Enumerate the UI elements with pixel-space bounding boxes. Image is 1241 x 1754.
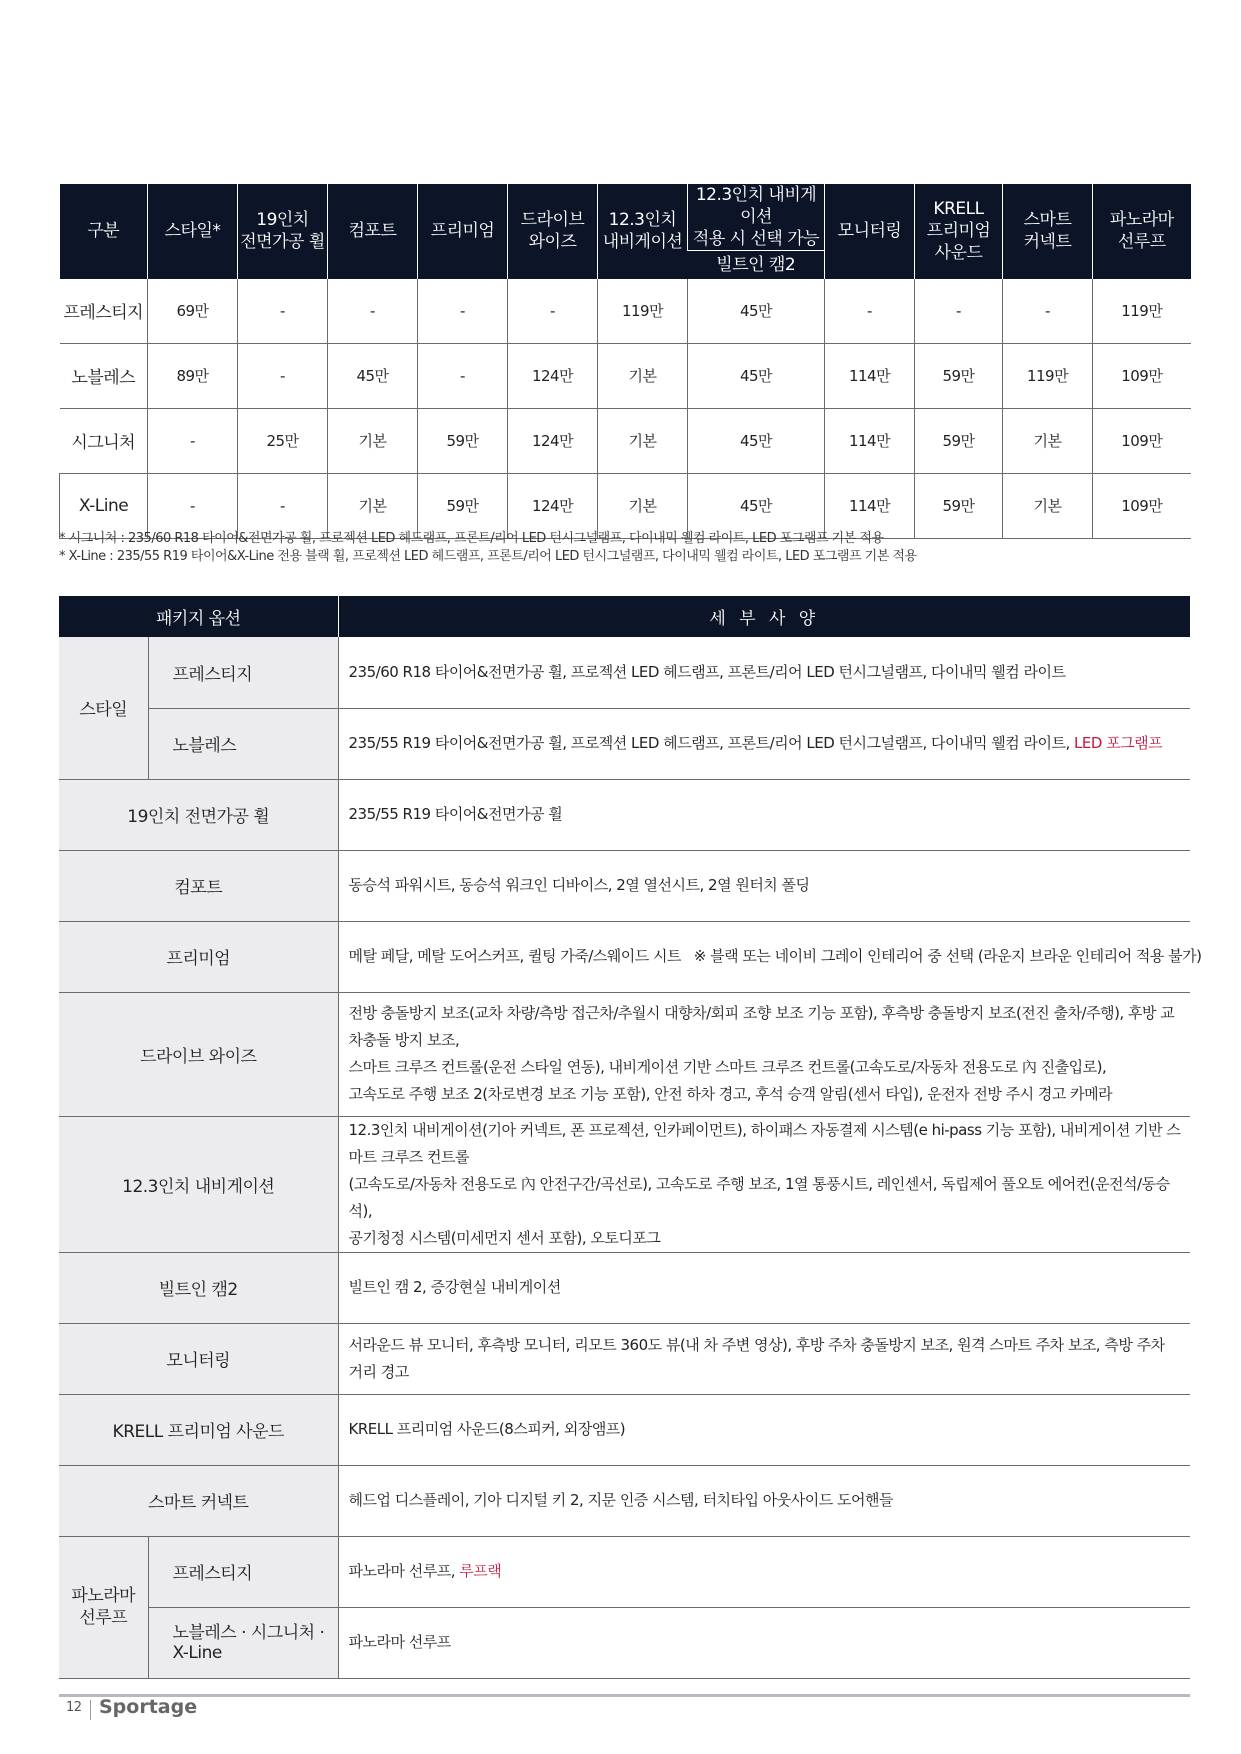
- category-monitoring: 모니터링: [59, 1323, 338, 1394]
- price-cell: 45만: [688, 279, 825, 344]
- trim-name: 노블레스: [60, 343, 148, 408]
- price-cell: 기본: [598, 473, 688, 538]
- detail-line: 공기청정 시스템(미세먼지 센서 포함), 오토디포그: [348, 1228, 661, 1247]
- price-cell: 89만: [148, 343, 238, 408]
- header-package-option: 패키지 옵션: [59, 596, 338, 637]
- detail-text-highlight: LED 포그램프: [1074, 734, 1163, 752]
- detail-text: 서라운드 뷰 모니터, 후측방 모니터, 리모트 360도 뷰(내 차 주변 영상), 후방 주차 충돌방지 보조, 원격 스마트 주차 보조, 측방 주차 거리 경고: [338, 1323, 1190, 1394]
- price-cell: 114만: [825, 343, 915, 408]
- price-cell: -: [238, 279, 328, 344]
- detail-text: [338, 1116, 1190, 1252]
- price-cell: 기본: [1003, 473, 1093, 538]
- spec-row-builtin-cam: [59, 1252, 1190, 1323]
- category-panorama: 파노라마 선루프: [59, 1536, 148, 1678]
- price-cell: 기본: [328, 408, 418, 473]
- category-drive-wise: 드라이브 와이즈: [59, 992, 338, 1116]
- trim-name: X-Line: [60, 473, 148, 538]
- spec-row-panorama-others: [59, 1607, 1190, 1678]
- category-smart-connect: 스마트 커넥트: [59, 1465, 338, 1536]
- footer-rule: [59, 1694, 1190, 1697]
- footnote-xline: * X-Line : 235/55 R19 타이어&X-Line 전용 블랙 휠, 프로젝션 LED 헤드램프, 프론트/리어 LED 턴시그널램프, 다이내믹 웰컴 라이트, LED 포그램프 기본 적용: [59, 549, 917, 564]
- spec-row-drive-wise: [59, 992, 1190, 1116]
- detail-text: KRELL 프리미엄 사운드(8스피커, 외장앰프): [338, 1394, 1190, 1465]
- spec-row-navigation: [59, 1116, 1190, 1252]
- price-cell: -: [418, 343, 508, 408]
- detail-line: 고속도로 주행 보조 2(차로변경 보조 기능 포함), 안전 하차 경고, 후석 승객 알림(센서 타입), 운전자 전방 주시 경고 카메라: [348, 1085, 1113, 1103]
- price-cell: 124만: [508, 408, 598, 473]
- price-cell: -: [418, 279, 508, 344]
- price-cell: -: [238, 473, 328, 538]
- detail-text: 235/60 R18 타이어&전면가공 휠, 프로젝션 LED 헤드램프, 프론트/리어 LED 턴시그널램프, 다이내믹 웰컴 라이트: [338, 637, 1190, 708]
- header-detail-spec: 세 부 사 양: [338, 596, 1190, 637]
- price-cell: 기본: [598, 343, 688, 408]
- detail-text: 파노라마 선루프: [338, 1607, 1190, 1678]
- header-krell: KRELL 프리미엄 사운드: [915, 184, 1003, 279]
- category-krell: KRELL 프리미엄 사운드: [59, 1394, 338, 1465]
- price-row-noblesse: [60, 343, 1191, 408]
- price-cell: 109만: [1093, 408, 1191, 473]
- footer-divider: [90, 1700, 91, 1720]
- detail-text-plain: 파노라마 선루프,: [348, 1562, 460, 1580]
- category-comfort: 컴포트: [59, 850, 338, 921]
- category-style: 스타일: [59, 637, 148, 779]
- category-builtin-cam: 빌트인 캠2: [59, 1252, 338, 1323]
- detail-text: [338, 708, 1190, 779]
- price-row-signature: [60, 408, 1191, 473]
- subcategory-noblesse: 노블레스: [148, 708, 338, 779]
- price-cell: -: [148, 408, 238, 473]
- option-price-table: [59, 184, 1191, 539]
- detail-text: 메탈 페달, 메탈 도어스커프, 퀼팅 가죽/스웨이드 시트 ※ 블랙 또는 네이비 그레이 인테리어 중 선택 (라운지 브라운 인테리어 적용 불가): [338, 921, 1190, 992]
- price-cell: 124만: [508, 473, 598, 538]
- detail-text: [338, 992, 1190, 1116]
- header-comfort: 컴포트: [328, 184, 418, 279]
- trim-name: 프레스티지: [60, 279, 148, 344]
- header-category: 구분: [60, 184, 148, 279]
- price-cell: 119만: [1003, 343, 1093, 408]
- price-cell: 45만: [688, 473, 825, 538]
- price-cell: 119만: [1093, 279, 1191, 344]
- price-cell: 114만: [825, 408, 915, 473]
- price-cell: -: [238, 343, 328, 408]
- subcategory-prestige: 프레스티지: [148, 637, 338, 708]
- footnotes: [59, 530, 917, 566]
- price-cell: -: [508, 279, 598, 344]
- spec-row-panorama-prestige: [59, 1536, 1190, 1607]
- header-builtin-cam: 빌트인 캠2: [688, 251, 825, 279]
- header-style: 스타일*: [148, 184, 238, 279]
- price-cell: -: [1003, 279, 1093, 344]
- price-cell: -: [148, 473, 238, 538]
- spec-row-comfort: [59, 850, 1190, 921]
- category-19inch-wheel: 19인치 전면가공 휠: [59, 779, 338, 850]
- header-smart-connect: 스마트 커넥트: [1003, 184, 1093, 279]
- price-cell: 59만: [915, 473, 1003, 538]
- price-cell: 109만: [1093, 473, 1191, 538]
- price-cell: 59만: [915, 408, 1003, 473]
- header-navigation: 12.3인치 내비게이션: [598, 184, 688, 279]
- price-cell: 59만: [418, 473, 508, 538]
- category-navigation: 12.3인치 내비게이션: [59, 1116, 338, 1252]
- header-premium: 프리미엄: [418, 184, 508, 279]
- price-cell: 45만: [328, 343, 418, 408]
- price-row-prestige: [60, 279, 1191, 344]
- package-spec-table: [59, 596, 1202, 1679]
- detail-line: (고속도로/자동차 전용도로 內 안전구간/곡선로), 고속도로 주행 보조, 1열 통풍시트, 레인센서, 독립제어 풀오토 에어컨(운전석/동승석),: [348, 1174, 1170, 1220]
- spec-row-style-noblesse: [59, 708, 1190, 779]
- trim-name: 시그니처: [60, 408, 148, 473]
- price-cell: -: [915, 279, 1003, 344]
- header-19inch-wheel: 19인치 전면가공 휠: [238, 184, 328, 279]
- price-cell: 45만: [688, 343, 825, 408]
- detail-line: 전방 충돌방지 보조(교차 차량/측방 접근차/추월시 대향차/회피 조향 보조 기능 포함), 후측방 충돌방지 보조(전진 출차/주행), 후방 교차충돌 방지 보조,: [348, 1004, 1175, 1049]
- subcategory-noblesse-signature-xline: 노블레스 · 시그니처 · X-Line: [148, 1607, 338, 1678]
- detail-text: 빌트인 캠 2, 증강현실 내비게이션: [338, 1252, 1190, 1323]
- spec-row-wheel19: [59, 779, 1190, 850]
- page-number: 12: [66, 1700, 82, 1715]
- header-panorama: 파노라마 선루프: [1093, 184, 1191, 279]
- spec-row-style-prestige: [59, 637, 1190, 708]
- detail-text: 동승석 파워시트, 동승석 워크인 디바이스, 2열 열선시트, 2열 원터치 폴딩: [338, 850, 1190, 921]
- footnote-signature: * 시그니처 : 235/60 R18 타이어&전면가공 휠, 프로젝션 LED 헤드램프, 프론트/리어 LED 턴시그널램프, 다이내믹 웰컴 라이트, LED 포그램프 기본 적용: [59, 531, 884, 546]
- header-navi-option: 12.3인치 내비게이션 적용 시 선택 가능: [688, 184, 825, 251]
- price-cell: 25만: [238, 408, 328, 473]
- spec-row-krell: [59, 1394, 1190, 1465]
- price-row-xline: [60, 473, 1191, 538]
- header-monitoring: 모니터링: [825, 184, 915, 279]
- detail-text: 235/55 R19 타이어&전면가공 휠: [338, 779, 1190, 850]
- price-cell: 69만: [148, 279, 238, 344]
- price-cell: 45만: [688, 408, 825, 473]
- price-cell: 124만: [508, 343, 598, 408]
- detail-text: [338, 1536, 1190, 1607]
- subcategory-prestige: 프레스티지: [148, 1536, 338, 1607]
- detail-line: 12.3인치 내비게이션(기아 커넥트, 폰 프로젝션, 인카페이먼트), 하이패스 자동결제 시스템(e hi-pass 기능 포함), 내비게이션 기반 스마트 크루즈 컨트롤: [348, 1120, 1181, 1166]
- price-cell: 기본: [598, 408, 688, 473]
- price-cell: 59만: [915, 343, 1003, 408]
- price-cell: 기본: [1003, 408, 1093, 473]
- price-cell: -: [328, 279, 418, 344]
- category-premium: 프리미엄: [59, 921, 338, 992]
- price-cell: 기본: [328, 473, 418, 538]
- detail-text-highlight: 루프랙: [459, 1562, 502, 1580]
- spec-row-smart-connect: [59, 1465, 1190, 1536]
- detail-text: 헤드업 디스플레이, 기아 디지털 키 2, 지문 인증 시스템, 터치타입 아웃사이드 도어핸들: [338, 1465, 1190, 1536]
- price-cell: 119만: [598, 279, 688, 344]
- price-cell: -: [825, 279, 915, 344]
- detail-text-plain: 235/55 R19 타이어&전면가공 휠, 프로젝션 LED 헤드램프, 프론트/리어 LED 턴시그널램프, 다이내믹 웰컴 라이트,: [348, 734, 1075, 752]
- header-drive-wise: 드라이브 와이즈: [508, 184, 598, 279]
- price-cell: 114만: [825, 473, 915, 538]
- brand-name: Sportage: [99, 1696, 198, 1718]
- price-cell: 59만: [418, 408, 508, 473]
- detail-line: 스마트 크루즈 컨트롤(운전 스타일 연동), 내비게이션 기반 스마트 크루즈 컨트롤(고속도로/자동차 전용도로 內 진출입로),: [348, 1058, 1107, 1076]
- spec-row-monitoring: [59, 1323, 1190, 1394]
- price-cell: 109만: [1093, 343, 1191, 408]
- spec-row-premium: [59, 921, 1190, 992]
